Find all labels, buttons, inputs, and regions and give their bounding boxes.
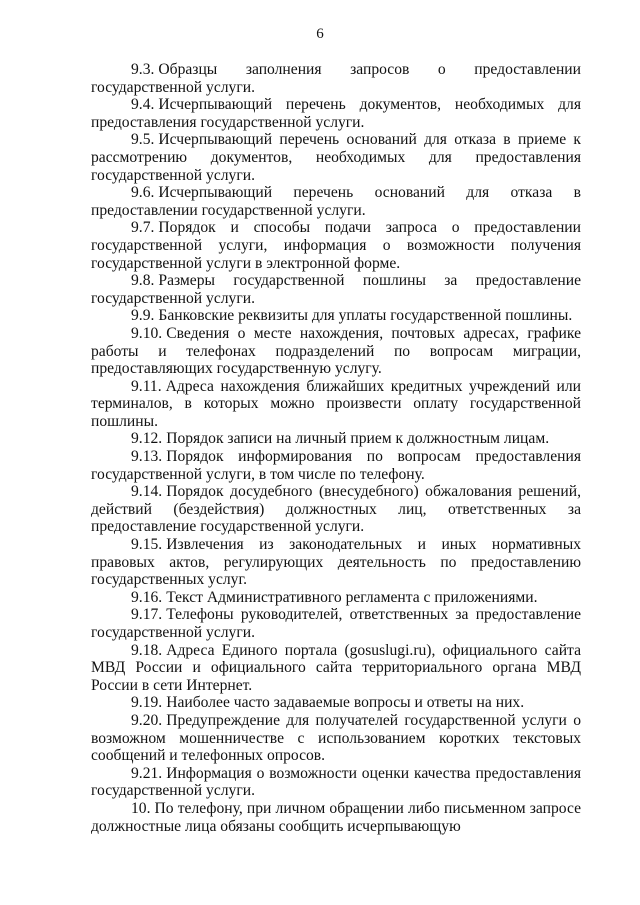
paragraph-text: Порядок досудебного (внесудебного) обжалования решений, действий (бездействия) должностных лиц, ответственных за предоставление государственной услуги. [91, 483, 581, 536]
paragraph-text: Извлечения из законодательных и иных нормативных правовых актов, регулирующих деятельность по предоставлению государственных услуг. [91, 536, 581, 589]
paragraph [91, 219, 581, 272]
paragraph [91, 131, 581, 184]
paragraph-number: 9.20. [131, 711, 163, 729]
paragraph-text: Наиболее часто задаваемые вопросы и ответы на них. [166, 694, 525, 712]
paragraph-number: 9.4. [131, 96, 155, 114]
paragraph-text: Размеры государственной пошлины за предоставление государственной услуги. [91, 272, 581, 307]
paragraph-number: 9.7. [131, 219, 155, 237]
paragraph [91, 96, 581, 131]
paragraph-number: 9.6. [131, 184, 155, 202]
paragraph [91, 184, 581, 219]
paragraph-text: Предупреждение для получателей государственной услуги о возможном мошенничестве с использованием коротких текстовых сообщений и телефонных опросов. [91, 711, 581, 765]
paragraph-number: 9.14. [131, 483, 163, 501]
paragraph [91, 589, 581, 607]
paragraph-number: 9.12. [131, 430, 163, 448]
paragraph [91, 272, 581, 307]
paragraph [91, 800, 581, 835]
paragraph [91, 536, 581, 589]
paragraph-number: 9.9. [131, 307, 155, 325]
paragraph [91, 307, 581, 325]
paragraph [91, 642, 581, 695]
paragraph [91, 430, 581, 448]
paragraph-text: Банковские реквизиты для уплаты государственной пошлины. [158, 307, 573, 325]
paragraph-text: Порядок записи на личный прием к должностным лицам. [166, 430, 550, 448]
paragraph-text: Телефоны руководителей, ответственных за предоставление государственной услуги. [91, 606, 581, 641]
paragraph-text: Образцы заполнения запросов о предоставлении государственной услуги. [91, 61, 581, 96]
paragraph-text: Адреса Единого портала (gosuslugi.ru), официального сайта МВД России и официального сайта территориального органа МВД России в сети Интернет. [91, 641, 581, 694]
paragraph-number: 9.16. [131, 588, 163, 606]
paragraph-number: 10. [131, 799, 151, 817]
paragraph-text: Информация о возможности оценки качества предоставления государственной услуги. [91, 764, 581, 800]
paragraph-number: 9.13. [131, 448, 163, 466]
paragraph-number: 9.19. [131, 694, 163, 712]
paragraph [91, 483, 581, 536]
paragraph [91, 378, 581, 431]
paragraph-text: Сведения о месте нахождения, почтовых адресах, графике работы и телефонах подразделений по вопросам миграции, предоставляющих государственную услугу. [91, 324, 581, 378]
paragraph [91, 448, 581, 483]
paragraph-number: 9.18. [131, 641, 163, 659]
paragraph-number: 9.15. [131, 536, 163, 554]
paragraph-number: 9.21. [131, 764, 163, 782]
paragraph [91, 325, 581, 378]
paragraph-number: 9.10. [131, 324, 163, 342]
page-number: 6 [316, 26, 324, 42]
paragraph [91, 694, 581, 712]
paragraph [91, 606, 581, 641]
paragraph [91, 61, 581, 96]
paragraph [91, 712, 581, 765]
paragraph-text: Исчерпывающий перечень оснований для отказа в приеме к рассмотрению документов, необходимых для предоставления государственной услуги. [91, 131, 581, 184]
document-body [91, 61, 581, 835]
paragraph [91, 765, 581, 800]
paragraph-text: Текст Административного регламента с приложениями. [166, 588, 538, 606]
paragraph-text: Исчерпывающий перечень оснований для отказа в предоставлении государственной услуги. [91, 184, 581, 219]
paragraph-text: По телефону, при личном обращении либо письменном запросе должностные лица обязаны сообщить исчерпывающую [91, 799, 581, 835]
paragraph-number: 9.5. [131, 131, 155, 149]
paragraph-text: Порядок информирования по вопросам предоставления государственной услуги, в том числе по телефону. [91, 448, 581, 483]
paragraph-text: Адреса нахождения ближайших кредитных учреждений или терминалов, в которых можно произвести оплату государственной пошлины. [91, 377, 581, 430]
paragraph-text: Порядок и способы подачи запроса о предоставлении государственной услуги, информация о возможности получения государственной услуги в электронной форме. [91, 219, 581, 272]
paragraph-number: 9.11. [131, 377, 162, 395]
paragraph-number: 9.17. [131, 606, 163, 624]
paragraph-number: 9.3. [131, 61, 155, 78]
paragraph-text: Исчерпывающий перечень документов, необходимых для предоставления государственной услуги. [91, 96, 581, 131]
paragraph-number: 9.8. [131, 272, 155, 290]
